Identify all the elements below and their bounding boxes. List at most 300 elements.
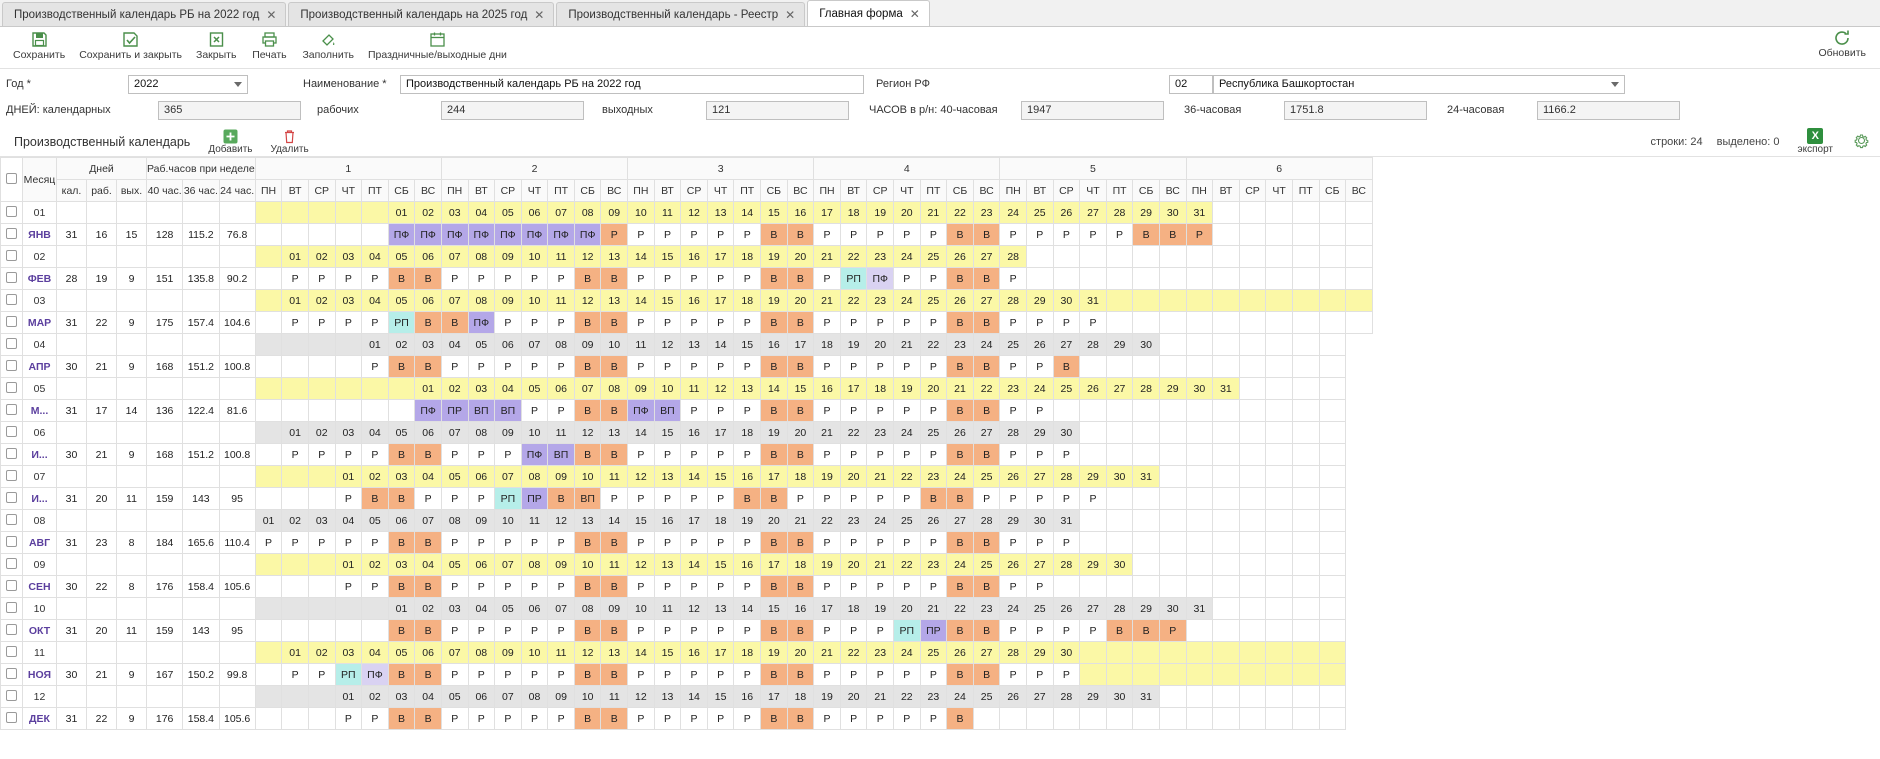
cell-day[interactable] [255, 686, 282, 708]
cell-h40[interactable] [147, 202, 183, 224]
cell-day[interactable]: 20 [787, 422, 814, 444]
cell-day[interactable]: 09 [628, 378, 655, 400]
cell-day[interactable]: Р [362, 576, 389, 598]
cell-day[interactable]: 18 [814, 334, 841, 356]
cell-day[interactable]: 19 [840, 334, 867, 356]
cell-vyh[interactable] [117, 334, 147, 356]
cell-day[interactable]: 07 [495, 466, 522, 488]
cell-day[interactable]: 10 [521, 422, 548, 444]
cell-day[interactable] [1239, 642, 1266, 664]
cell-day[interactable] [1213, 686, 1240, 708]
cell-day[interactable] [1133, 444, 1160, 466]
cell-day[interactable] [1026, 708, 1053, 730]
cell-day[interactable]: 11 [601, 686, 628, 708]
cell-day[interactable] [1186, 642, 1213, 664]
cell-day[interactable]: Р [814, 400, 841, 422]
cell-day[interactable]: 02 [441, 378, 468, 400]
cell-day[interactable] [1292, 268, 1319, 290]
cell-day[interactable]: Р [1053, 444, 1080, 466]
cell-day[interactable]: 04 [362, 422, 389, 444]
cell-day[interactable]: ПФ [468, 312, 495, 334]
cell-day[interactable]: 24 [947, 686, 974, 708]
cell-day[interactable]: Р [441, 708, 468, 730]
cell-day[interactable]: 27 [1106, 378, 1133, 400]
cell-day[interactable]: 16 [734, 554, 761, 576]
cell-day[interactable]: Р [1000, 312, 1027, 334]
cell-day[interactable] [1106, 576, 1133, 598]
table-row[interactable] [1, 268, 1373, 290]
cell-day[interactable] [1346, 224, 1373, 246]
cell-day[interactable]: 11 [654, 598, 681, 620]
cell-day[interactable]: Р [1026, 400, 1053, 422]
cell-day[interactable]: Р [920, 444, 947, 466]
cell-day[interactable] [1292, 246, 1319, 268]
cell-day[interactable] [255, 224, 282, 246]
row-checkbox[interactable] [1, 510, 23, 532]
cell-day[interactable]: В [761, 312, 788, 334]
cell-day[interactable]: Р [894, 356, 921, 378]
cell-day[interactable] [1239, 532, 1266, 554]
cell-day[interactable] [1213, 620, 1240, 642]
cell-day[interactable] [1106, 642, 1133, 664]
cell-day[interactable] [1133, 708, 1160, 730]
cell-day[interactable]: Р [521, 620, 548, 642]
cell-day[interactable] [1159, 642, 1186, 664]
checkbox-icon[interactable] [6, 272, 17, 283]
cell-day[interactable]: 17 [681, 510, 708, 532]
cell-day[interactable] [1080, 356, 1107, 378]
cell-day[interactable]: ВП [495, 400, 522, 422]
cell-day[interactable]: Р [1053, 532, 1080, 554]
cell-day[interactable]: 28 [1080, 334, 1107, 356]
cell-day[interactable]: В [973, 444, 1000, 466]
cell-day[interactable]: 03 [441, 202, 468, 224]
cell-day[interactable]: Р [734, 400, 761, 422]
cell-day[interactable]: 03 [308, 510, 335, 532]
cell-day[interactable]: 10 [521, 290, 548, 312]
cell-day[interactable]: Р [1080, 224, 1107, 246]
cell-day[interactable] [1319, 400, 1346, 422]
cell-day[interactable]: Р [707, 400, 734, 422]
cell-day[interactable]: 24 [1000, 598, 1027, 620]
cell-day[interactable]: Р [814, 664, 841, 686]
cell-day[interactable]: 03 [415, 334, 442, 356]
cell-day[interactable]: Р [681, 620, 708, 642]
cell-day[interactable]: Р [441, 620, 468, 642]
row-checkbox[interactable] [1, 664, 23, 686]
cell-day[interactable]: Р [920, 268, 947, 290]
cell-day[interactable]: В [574, 444, 601, 466]
cell-day[interactable]: В [947, 620, 974, 642]
cell-day[interactable]: Р [628, 488, 655, 510]
cell-day[interactable] [255, 576, 282, 598]
cell-day[interactable]: Р [814, 268, 841, 290]
cell-h40[interactable]: 176 [147, 708, 183, 730]
cell-h24[interactable] [219, 686, 255, 708]
cell-day[interactable]: Р [681, 532, 708, 554]
cell-rab[interactable]: 20 [87, 488, 117, 510]
cell-h40[interactable]: 128 [147, 224, 183, 246]
cell-day[interactable]: В [388, 356, 415, 378]
cell-day[interactable] [1319, 576, 1346, 598]
cell-cal[interactable] [57, 554, 87, 576]
cell-day[interactable]: В [761, 532, 788, 554]
cell-day[interactable] [1266, 334, 1293, 356]
cell-h36[interactable] [183, 202, 219, 224]
cell-day[interactable]: 13 [654, 686, 681, 708]
cell-day[interactable]: 25 [1000, 334, 1027, 356]
cell-h36[interactable]: 151.2 [183, 444, 219, 466]
tab-2[interactable] [556, 2, 805, 26]
cell-day[interactable]: В [761, 400, 788, 422]
cell-day[interactable]: Р [308, 268, 335, 290]
cell-day[interactable]: 23 [867, 642, 894, 664]
cell-day[interactable]: 28 [1106, 202, 1133, 224]
cell-day[interactable] [1133, 576, 1160, 598]
cell-day[interactable] [282, 466, 309, 488]
cell-day[interactable]: 04 [468, 202, 495, 224]
cell-day[interactable] [1106, 356, 1133, 378]
cell-day[interactable] [1159, 510, 1186, 532]
row-checkbox[interactable] [1, 334, 23, 356]
cell-day[interactable]: 18 [867, 378, 894, 400]
cell-day[interactable] [1159, 312, 1186, 334]
row-checkbox[interactable] [1, 422, 23, 444]
cell-day[interactable] [1186, 444, 1213, 466]
cell-day[interactable] [1319, 554, 1346, 576]
cell-day[interactable] [1080, 532, 1107, 554]
cell-day[interactable] [1213, 312, 1240, 334]
cell-day[interactable]: В [1133, 620, 1160, 642]
cell-day[interactable] [282, 224, 309, 246]
cell-day[interactable]: 03 [335, 642, 362, 664]
cell-day[interactable]: 03 [441, 598, 468, 620]
cell-day[interactable] [255, 356, 282, 378]
cell-day[interactable]: 11 [681, 378, 708, 400]
cell-day[interactable]: 31 [1186, 598, 1213, 620]
cell-day[interactable] [1133, 400, 1160, 422]
cell-day[interactable] [308, 708, 335, 730]
cell-month[interactable]: И... [23, 444, 57, 466]
cell-day[interactable]: В [441, 312, 468, 334]
cell-day[interactable]: Р [335, 488, 362, 510]
cell-day[interactable]: ВП [468, 400, 495, 422]
cell-day[interactable]: 06 [415, 422, 442, 444]
cell-day[interactable] [1319, 334, 1346, 356]
fill-button[interactable] [295, 29, 361, 61]
cell-day[interactable]: 19 [761, 642, 788, 664]
row-checkbox[interactable] [1, 290, 23, 312]
cell-day[interactable] [1159, 488, 1186, 510]
cell-day[interactable]: Р [1053, 664, 1080, 686]
cell-day[interactable]: ПФ [495, 224, 522, 246]
cell-day[interactable] [1266, 400, 1293, 422]
cell-day[interactable] [1319, 664, 1346, 686]
cell-day[interactable] [388, 378, 415, 400]
cell-h36[interactable] [183, 246, 219, 268]
checkbox-icon[interactable] [6, 492, 17, 503]
cell-day[interactable]: Р [814, 356, 841, 378]
header-select-all[interactable] [1, 158, 23, 202]
cell-rab[interactable]: 22 [87, 312, 117, 334]
cell-day[interactable]: Р [920, 400, 947, 422]
cell-day[interactable]: 08 [548, 334, 575, 356]
row-checkbox[interactable] [1, 444, 23, 466]
cell-month[interactable]: 07 [23, 466, 57, 488]
cell-day[interactable] [335, 356, 362, 378]
cell-day[interactable]: В [947, 444, 974, 466]
cell-day[interactable]: ПР [920, 620, 947, 642]
cell-day[interactable]: 25 [973, 686, 1000, 708]
cell-day[interactable]: 21 [867, 686, 894, 708]
cell-day[interactable] [335, 334, 362, 356]
cell-day[interactable]: Р [840, 356, 867, 378]
cell-day[interactable]: Р [654, 576, 681, 598]
cell-day[interactable]: Р [282, 664, 309, 686]
cell-day[interactable]: Р [1026, 664, 1053, 686]
cell-day[interactable]: 05 [388, 246, 415, 268]
cell-day[interactable]: 14 [628, 422, 655, 444]
table-row[interactable] [1, 466, 1373, 488]
cell-day[interactable]: 07 [441, 290, 468, 312]
cell-vyh[interactable]: 8 [117, 532, 147, 554]
cell-day[interactable]: 04 [468, 598, 495, 620]
cell-day[interactable] [362, 400, 389, 422]
table-row[interactable] [1, 224, 1373, 246]
cell-cal[interactable] [57, 686, 87, 708]
cell-day[interactable]: В [415, 708, 442, 730]
cell-day[interactable]: 09 [548, 554, 575, 576]
cell-day[interactable] [1186, 246, 1213, 268]
cell-h24[interactable]: 99.8 [219, 664, 255, 686]
cell-day[interactable]: Р [441, 268, 468, 290]
cell-day[interactable]: Р [681, 488, 708, 510]
cell-day[interactable]: 15 [734, 334, 761, 356]
cell-day[interactable]: 28 [1133, 378, 1160, 400]
cell-rab[interactable]: 22 [87, 708, 117, 730]
cell-day[interactable]: 24 [973, 334, 1000, 356]
cell-h24[interactable]: 95 [219, 488, 255, 510]
cell-day[interactable] [1266, 246, 1293, 268]
cell-day[interactable]: В [601, 532, 628, 554]
cell-day[interactable]: Р [707, 268, 734, 290]
cell-day[interactable]: Р [1000, 444, 1027, 466]
cell-day[interactable]: ВП [548, 444, 575, 466]
cell-day[interactable]: Р [1000, 400, 1027, 422]
cell-day[interactable]: Р [894, 400, 921, 422]
cell-cal[interactable] [57, 246, 87, 268]
cell-day[interactable] [1319, 224, 1346, 246]
cell-day[interactable]: Р [495, 268, 522, 290]
cell-day[interactable]: В [415, 532, 442, 554]
cell-vyh[interactable] [117, 422, 147, 444]
cell-day[interactable]: 11 [654, 202, 681, 224]
cell-day[interactable] [1266, 488, 1293, 510]
cell-day[interactable]: Р [840, 224, 867, 246]
cell-day[interactable]: 02 [308, 290, 335, 312]
cell-day[interactable]: 12 [654, 334, 681, 356]
cell-day[interactable] [1346, 246, 1373, 268]
cell-h36[interactable] [183, 334, 219, 356]
cell-day[interactable] [308, 378, 335, 400]
cell-day[interactable]: Р [628, 268, 655, 290]
cell-day[interactable]: 21 [787, 510, 814, 532]
cell-day[interactable]: Р [920, 224, 947, 246]
cell-cal[interactable]: 30 [57, 576, 87, 598]
cell-day[interactable]: Р [282, 532, 309, 554]
cell-day[interactable] [255, 422, 282, 444]
cell-day[interactable]: 08 [521, 466, 548, 488]
cell-day[interactable]: В [1106, 620, 1133, 642]
cell-day[interactable]: 14 [601, 510, 628, 532]
cell-day[interactable]: Р [894, 664, 921, 686]
cell-h36[interactable] [183, 554, 219, 576]
cell-day[interactable]: 04 [415, 466, 442, 488]
cell-day[interactable]: 21 [920, 598, 947, 620]
cell-day[interactable]: В [761, 488, 788, 510]
cell-day[interactable]: Р [495, 664, 522, 686]
cell-day[interactable]: 13 [601, 422, 628, 444]
cell-h24[interactable]: 100.8 [219, 356, 255, 378]
cell-day[interactable]: РП [335, 664, 362, 686]
cell-day[interactable]: 02 [362, 466, 389, 488]
cell-day[interactable]: 26 [920, 510, 947, 532]
cell-day[interactable]: 03 [468, 378, 495, 400]
cell-day[interactable]: 18 [734, 290, 761, 312]
cell-day[interactable]: 20 [840, 686, 867, 708]
cell-day[interactable] [1106, 246, 1133, 268]
table-row[interactable] [1, 488, 1373, 510]
cell-day[interactable]: 20 [761, 510, 788, 532]
cell-day[interactable]: Р [654, 708, 681, 730]
cell-day[interactable]: 01 [255, 510, 282, 532]
cell-day[interactable]: ПФ [415, 400, 442, 422]
cell-rab[interactable] [87, 554, 117, 576]
cell-day[interactable] [1239, 466, 1266, 488]
cell-day[interactable] [1292, 686, 1319, 708]
cell-day[interactable]: 21 [814, 422, 841, 444]
cell-day[interactable]: 19 [867, 202, 894, 224]
cell-day[interactable] [1213, 642, 1240, 664]
cell-day[interactable]: Р [894, 444, 921, 466]
cell-day[interactable]: 16 [681, 290, 708, 312]
cell-vyh[interactable]: 9 [117, 356, 147, 378]
cell-day[interactable] [1106, 400, 1133, 422]
cell-day[interactable] [1213, 664, 1240, 686]
cell-day[interactable] [1292, 422, 1319, 444]
cell-vyh[interactable]: 15 [117, 224, 147, 246]
cell-day[interactable]: В [601, 356, 628, 378]
cell-day[interactable]: 02 [362, 554, 389, 576]
cell-day[interactable] [282, 488, 309, 510]
tab-3[interactable] [807, 0, 930, 26]
cell-day[interactable]: 29 [1080, 554, 1107, 576]
cell-day[interactable]: 23 [947, 334, 974, 356]
cell-day[interactable]: 01 [282, 290, 309, 312]
cell-day[interactable] [1159, 576, 1186, 598]
cell-day[interactable] [1053, 400, 1080, 422]
cell-day[interactable] [1080, 510, 1107, 532]
cell-cal[interactable] [57, 598, 87, 620]
cell-day[interactable]: Р [894, 708, 921, 730]
cell-day[interactable]: В [388, 664, 415, 686]
cell-month[interactable]: 04 [23, 334, 57, 356]
cell-day[interactable]: 12 [707, 378, 734, 400]
cell-day[interactable]: Р [867, 312, 894, 334]
cell-day[interactable]: 17 [814, 598, 841, 620]
cell-day[interactable]: 12 [574, 290, 601, 312]
cell-day[interactable]: Р [628, 708, 655, 730]
cell-day[interactable] [1213, 466, 1240, 488]
cell-day[interactable] [282, 378, 309, 400]
checkbox-icon[interactable] [6, 404, 17, 415]
cell-h40[interactable]: 184 [147, 532, 183, 554]
cell-day[interactable] [1026, 268, 1053, 290]
cell-day[interactable] [1000, 708, 1027, 730]
cell-day[interactable]: В [548, 488, 575, 510]
checkbox-icon[interactable] [6, 580, 17, 591]
cell-day[interactable]: ВП [654, 400, 681, 422]
cell-day[interactable]: Р [840, 444, 867, 466]
cell-day[interactable]: 06 [548, 378, 575, 400]
cell-day[interactable] [1106, 422, 1133, 444]
cell-day[interactable]: 31 [1186, 202, 1213, 224]
cell-day[interactable]: В [388, 576, 415, 598]
cell-day[interactable]: Р [867, 576, 894, 598]
cell-day[interactable] [1319, 510, 1346, 532]
cell-day[interactable]: 11 [601, 466, 628, 488]
cell-day[interactable] [1080, 708, 1107, 730]
cell-day[interactable]: Р [548, 400, 575, 422]
cell-day[interactable] [1053, 708, 1080, 730]
cell-day[interactable]: 21 [814, 246, 841, 268]
cell-day[interactable]: В [388, 620, 415, 642]
cell-day[interactable]: 26 [1000, 554, 1027, 576]
cell-day[interactable] [1319, 202, 1346, 224]
cell-day[interactable]: 02 [308, 422, 335, 444]
cell-h40[interactable]: 175 [147, 312, 183, 334]
cell-day[interactable]: 23 [867, 246, 894, 268]
table-row[interactable] [1, 686, 1373, 708]
cell-day[interactable]: В [787, 664, 814, 686]
cell-day[interactable]: 22 [894, 686, 921, 708]
cell-day[interactable] [1133, 422, 1160, 444]
cell-day[interactable]: 26 [947, 290, 974, 312]
cell-day[interactable]: 16 [654, 510, 681, 532]
cell-day[interactable] [255, 268, 282, 290]
cell-day[interactable]: 11 [521, 510, 548, 532]
cell-day[interactable]: В [1133, 224, 1160, 246]
cell-day[interactable]: В [787, 268, 814, 290]
cell-day[interactable]: 18 [734, 246, 761, 268]
cell-day[interactable] [1159, 356, 1186, 378]
cell-day[interactable]: 31 [1053, 510, 1080, 532]
cell-day[interactable] [1213, 554, 1240, 576]
cell-day[interactable]: В [761, 444, 788, 466]
cell-day[interactable]: 09 [468, 510, 495, 532]
cell-vyh[interactable]: 9 [117, 444, 147, 466]
cell-h40[interactable]: 168 [147, 444, 183, 466]
cell-vyh[interactable] [117, 290, 147, 312]
cell-day[interactable]: 30 [1106, 686, 1133, 708]
cell-day[interactable]: 11 [548, 290, 575, 312]
cell-day[interactable]: 10 [628, 598, 655, 620]
cell-day[interactable] [1319, 466, 1346, 488]
cell-day[interactable]: 15 [761, 598, 788, 620]
cell-day[interactable]: 30 [1053, 642, 1080, 664]
cell-day[interactable]: Р [814, 312, 841, 334]
cell-day[interactable]: 04 [362, 290, 389, 312]
